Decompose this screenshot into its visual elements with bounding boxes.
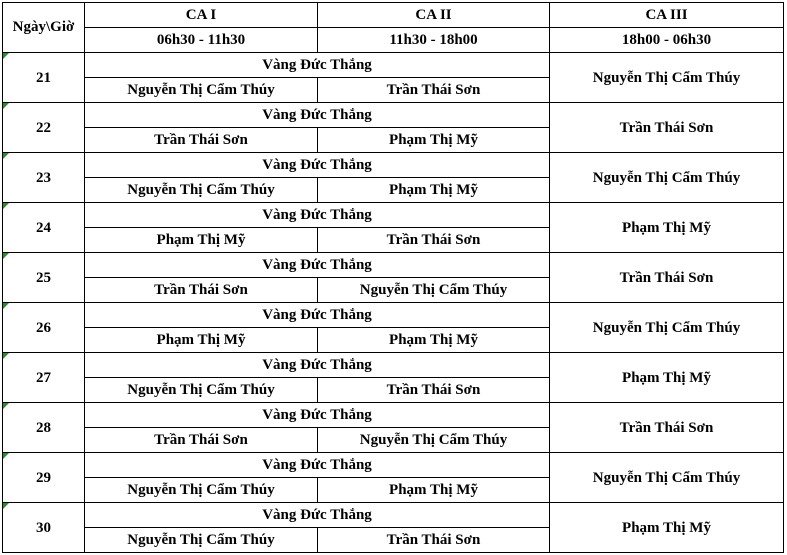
day-cell <box>3 103 85 153</box>
header-shift-1-time: 06h30 - 11h30 <box>85 28 318 53</box>
roster-row-top <box>3 453 784 478</box>
combined-shift-cell: Vàng Đức Thắng <box>85 103 550 128</box>
shift-2-cell: Nguyễn Thị Cẩm Thúy <box>318 428 550 453</box>
header-shift-2-name: CA II <box>318 3 550 28</box>
shift-2-cell: Trần Thái Sơn <box>318 228 550 253</box>
day-cell <box>3 403 85 453</box>
roster-row-top <box>3 253 784 278</box>
cell-corner-marker <box>3 403 9 409</box>
header-shift-2-time: 11h30 - 18h00 <box>318 28 550 53</box>
cell-corner-marker <box>3 53 9 59</box>
day-cell <box>3 203 85 253</box>
day-cell <box>3 503 85 553</box>
cell-corner-marker <box>3 353 9 359</box>
roster-row-top <box>3 403 784 428</box>
shift-2-cell: Trần Thái Sơn <box>318 528 550 553</box>
shift-1-cell: Phạm Thị Mỹ <box>85 228 318 253</box>
roster-row-top <box>3 303 784 328</box>
day-number: 22 <box>36 119 51 136</box>
day-number: 27 <box>36 369 51 386</box>
shift-2-cell: Phạm Thị Mỹ <box>318 128 550 153</box>
combined-shift-cell: Vàng Đức Thắng <box>85 253 550 278</box>
combined-shift-cell: Vàng Đức Thắng <box>85 353 550 378</box>
cell-corner-marker <box>3 253 9 259</box>
shift-1-cell: Nguyễn Thị Cẩm Thúy <box>85 478 318 503</box>
shift-2-cell: Trần Thái Sơn <box>318 378 550 403</box>
duty-roster-table <box>2 2 784 553</box>
roster-body <box>3 53 784 553</box>
header-day-hour: Ngày\Giờ <box>3 3 85 53</box>
combined-shift-cell: Vàng Đức Thắng <box>85 53 550 78</box>
combined-shift-cell: Vàng Đức Thắng <box>85 153 550 178</box>
combined-shift-cell: Vàng Đức Thắng <box>85 203 550 228</box>
shift-2-cell: Trần Thái Sơn <box>318 78 550 103</box>
shift-2-cell: Phạm Thị Mỹ <box>318 328 550 353</box>
day-number: 25 <box>36 269 51 286</box>
shift-2-cell: Phạm Thị Mỹ <box>318 178 550 203</box>
combined-shift-cell: Vàng Đức Thắng <box>85 403 550 428</box>
roster-header <box>3 3 784 53</box>
shift-1-cell: Trần Thái Sơn <box>85 278 318 303</box>
shift-1-cell: Nguyễn Thị Cẩm Thúy <box>85 178 318 203</box>
day-number: 24 <box>36 219 51 236</box>
combined-shift-cell: Vàng Đức Thắng <box>85 303 550 328</box>
day-number: 30 <box>36 519 51 536</box>
combined-shift-cell: Vàng Đức Thắng <box>85 503 550 528</box>
header-time-row <box>3 28 784 53</box>
header-shift-1-name: CA I <box>85 3 318 28</box>
shift-3-cell: Nguyễn Thị Cẩm Thúy <box>550 303 784 353</box>
shift-1-cell: Nguyễn Thị Cẩm Thúy <box>85 78 318 103</box>
shift-3-cell: Phạm Thị Mỹ <box>550 203 784 253</box>
shift-3-cell: Nguyễn Thị Cẩm Thúy <box>550 453 784 503</box>
shift-3-cell: Phạm Thị Mỹ <box>550 503 784 553</box>
day-cell <box>3 303 85 353</box>
shift-2-cell: Nguyễn Thị Cẩm Thúy <box>318 278 550 303</box>
roster-row-top <box>3 203 784 228</box>
roster-row-top <box>3 353 784 378</box>
shift-1-cell: Phạm Thị Mỹ <box>85 328 318 353</box>
cell-corner-marker <box>3 103 9 109</box>
cell-corner-marker <box>3 453 9 459</box>
day-number: 26 <box>36 319 51 336</box>
cell-corner-marker <box>3 503 9 509</box>
day-cell <box>3 253 85 303</box>
header-shift-3-time: 18h00 - 06h30 <box>550 28 784 53</box>
day-number: 21 <box>36 69 51 86</box>
day-cell <box>3 53 85 103</box>
shift-3-cell: Trần Thái Sơn <box>550 403 784 453</box>
header-shift-3-name: CA III <box>550 3 784 28</box>
day-cell <box>3 153 85 203</box>
shift-2-cell: Phạm Thị Mỹ <box>318 478 550 503</box>
day-number: 29 <box>36 469 51 486</box>
header-row <box>3 3 784 28</box>
shift-1-cell: Trần Thái Sơn <box>85 128 318 153</box>
combined-shift-cell: Vàng Đức Thắng <box>85 453 550 478</box>
cell-corner-marker <box>3 203 9 209</box>
shift-3-cell: Nguyễn Thị Cẩm Thúy <box>550 153 784 203</box>
day-cell <box>3 353 85 403</box>
cell-corner-marker <box>3 303 9 309</box>
day-cell <box>3 453 85 503</box>
day-number: 28 <box>36 419 51 436</box>
shift-1-cell: Nguyễn Thị Cẩm Thúy <box>85 528 318 553</box>
shift-1-cell: Trần Thái Sơn <box>85 428 318 453</box>
shift-3-cell: Phạm Thị Mỹ <box>550 353 784 403</box>
shift-1-cell: Nguyễn Thị Cẩm Thúy <box>85 378 318 403</box>
roster-row-top <box>3 53 784 78</box>
shift-3-cell: Nguyễn Thị Cẩm Thúy <box>550 53 784 103</box>
roster-row-top <box>3 153 784 178</box>
roster-row-top <box>3 103 784 128</box>
roster-row-top <box>3 503 784 528</box>
shift-3-cell: Trần Thái Sơn <box>550 103 784 153</box>
cell-corner-marker <box>3 153 9 159</box>
shift-3-cell: Trần Thái Sơn <box>550 253 784 303</box>
day-number: 23 <box>36 169 51 186</box>
